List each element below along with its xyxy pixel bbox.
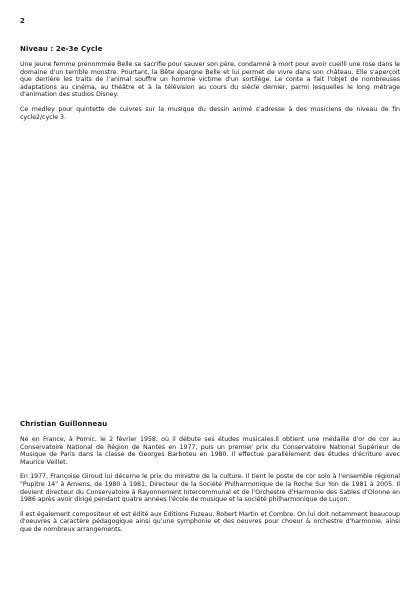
- level-heading: Niveau : 2e-3e Cycle: [20, 45, 103, 53]
- medley-description-paragraph: Ce medley pour quintette de cuivres sur la musique du dessin animé s'adresse à des musiciens de niveau de fin cycle2/cycle 3.: [20, 105, 400, 121]
- level-section: [20, 45, 400, 128]
- biography-paragraph-education: Né en France, à Pornic, le 2 février 1958, où il débute ses études musicales.Il obtient une médaille d'or de cor au Conservatoire National de Région de Nantes en 1977, puis un premier prix du Conservatoire National Supérieur de Musique de Paris dans la classe de Georges Barboteu en 1980. Il effectue parallèlement des études d'écriture avec Maurice Veillet.: [20, 436, 400, 466]
- composer-biography-section: [20, 420, 400, 541]
- page-number: 2: [20, 17, 25, 25]
- biography-paragraph-career: En 1977, Françoise Giroud lui décerne le prix du ministre de la culture. Il tient le poste de cor solo à l'ensemble régional "Pupitre 14" à Amiens, de 1980 à 1981, Directeur de la Société Philharmonique de la Roche Sur Yon de 1981 à 2005. Il devient directeur du Conservatoire à Rayonnement Intercommunal et de l'Orchestre d'Harmonie des Sables d'Olonne en 1986 après avoir dirigé pendant quatre années l'école de musique et la société philharmonique de Luçon.: [20, 473, 400, 504]
- synopsis-paragraph: Une jeune femme prénommée Belle se sacrifie pour sauver son père, condamné à mort pour avoir cueilli une rose dans le domaine d'un terrible monstre. Pourtant, la Bête épargne Belle et lui permet de vivre dans son château. Elle s'aperçoit que derrière les traits de l'animal souffre un homme victime d'un sortilège. Le conte a fait l'objet de nombreuses adaptations au cinéma, au théâtre et à la télévision au cours du siècle dernier, parmi lesquelles le long métrage d'animation des studios Disney.: [20, 61, 400, 99]
- biography-paragraph-works: Il est également compositeur et est édité aux Editions Fuzeau, Robert Martin et Combre. On lui doit notamment beaucoup d'oeuvres à caractère pédagogique ainsi qu'une symphonie et des oeuvres pour choeur & orchestre d'harmonie, ainsi que de nombreux arrangements.: [20, 510, 400, 533]
- composer-name-heading: Christian Guillonneau: [20, 420, 108, 428]
